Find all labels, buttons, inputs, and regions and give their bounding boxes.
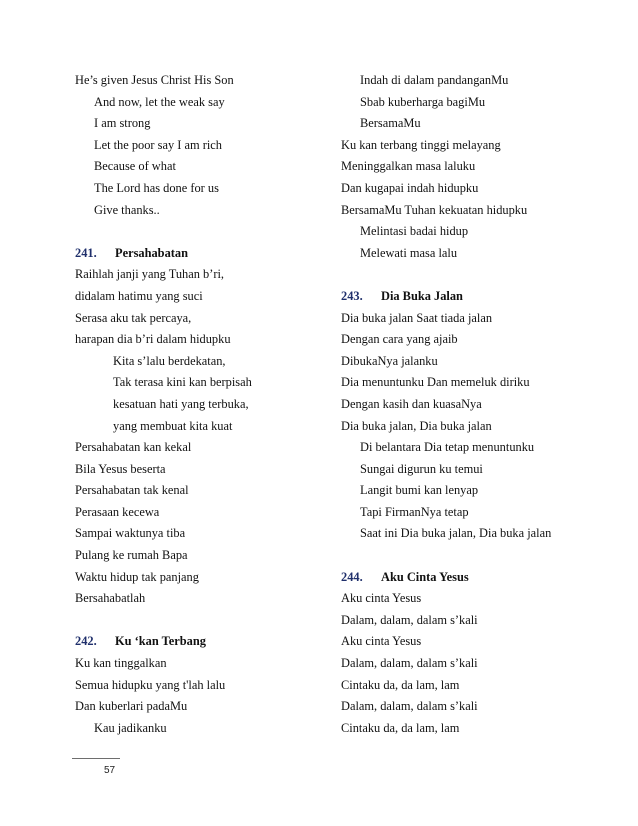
- lyric-line: Bersahabatlah: [75, 591, 146, 606]
- lyric-line: Aku cinta Yesus: [341, 634, 422, 649]
- lyric-line: Dan kuberlari padaMu: [75, 699, 188, 714]
- lyric-line: Meninggalkan masa laluku: [341, 159, 476, 174]
- intro-lyrics: [75, 70, 330, 221]
- song-lyrics-243: [341, 308, 621, 546]
- song-number: 241.: [75, 245, 97, 260]
- spacer: [75, 221, 330, 243]
- footer-divider: [72, 758, 120, 759]
- lyric-line: Perasaan kecewa: [75, 504, 160, 519]
- song-heading-242: [75, 631, 330, 653]
- song-lyrics-242: [75, 653, 330, 739]
- lyric-line: yang membuat kita kuat: [113, 418, 233, 433]
- lyric-line: Ku kan terbang tinggi melayang: [341, 137, 501, 152]
- lyric-line: Let the poor say I am rich: [94, 137, 222, 152]
- right-column: [341, 70, 621, 739]
- lyric-line: Cintaku da, da lam, lam: [341, 677, 460, 692]
- lyric-line: Di belantara Dia tetap menuntunku: [360, 440, 535, 455]
- lyric-line: Waktu hidup tak panjang: [75, 569, 199, 584]
- song-lyrics-241: [75, 264, 330, 610]
- song-number: 244.: [341, 569, 363, 584]
- song-title: Dia Buka Jalan: [381, 288, 463, 303]
- lyric-line: Pulang ke rumah Bapa: [75, 548, 188, 563]
- lyric-line: Serasa aku tak percaya,: [75, 310, 192, 325]
- lyric-line: kesatuan hati yang terbuka,: [113, 396, 249, 411]
- lyric-line: Persahabatan tak kenal: [75, 483, 189, 498]
- lyric-line: Aku cinta Yesus: [341, 591, 422, 606]
- lyric-line: I am strong: [94, 116, 151, 131]
- lyric-line: Ku kan tinggalkan: [75, 656, 167, 671]
- song-heading-241: [75, 243, 330, 265]
- lyric-line: Dengan cara yang ajaib: [341, 332, 458, 347]
- lyric-line: Dengan kasih dan kuasaNya: [341, 396, 482, 411]
- lyric-line: didalam hatimu yang suci: [75, 288, 203, 303]
- lyric-line: Semua hidupku yang t'lah lalu: [75, 677, 226, 692]
- lyric-line: Give thanks..: [94, 202, 160, 217]
- page-number: 57: [104, 765, 116, 776]
- lyric-line: And now, let the weak say: [94, 94, 225, 109]
- lyric-line: Dalam, dalam, dalam s’kali: [341, 612, 478, 627]
- song-number: 243.: [341, 288, 363, 303]
- lyric-line: Melintasi badai hidup: [360, 224, 469, 239]
- song-lyrics-244: [341, 588, 621, 739]
- spacer: [341, 545, 621, 567]
- song-title: Persahabatan: [115, 245, 188, 260]
- spacer: [341, 264, 621, 286]
- lyric-line: Kau jadikanku: [94, 720, 167, 735]
- lyric-line: Kita s’lalu berdekatan,: [113, 353, 226, 368]
- lyric-line: Cintaku da, da lam, lam: [341, 720, 460, 735]
- lyric-line: BersamaMu: [360, 116, 421, 131]
- lyric-line: Melewati masa lalu: [360, 245, 458, 260]
- lyric-line: Saat ini Dia buka jalan, Dia buka jalan: [360, 526, 552, 541]
- lyric-line: Indah di dalam pandanganMu: [360, 73, 509, 87]
- lyric-line: DibukaNya jalanku: [341, 353, 438, 368]
- song-heading-244: [341, 567, 621, 589]
- lyric-line: Tak terasa kini kan berpisah: [113, 375, 252, 390]
- lyric-line: Langit bumi kan lenyap: [360, 483, 479, 498]
- lyric-line: Dan kugapai indah hidupku: [341, 180, 479, 195]
- lyric-line: Bila Yesus beserta: [75, 461, 166, 476]
- lyric-line: Sbab kuberharga bagiMu: [360, 94, 486, 109]
- lyric-line: Dalam, dalam, dalam s’kali: [341, 699, 478, 714]
- lyric-line: Because of what: [94, 159, 176, 174]
- lyric-line: harapan dia b’ri dalam hidupku: [75, 332, 231, 347]
- lyric-line: Persahabatan kan kekal: [75, 440, 192, 455]
- lyric-line: He’s given Jesus Christ His Son: [75, 73, 234, 87]
- lyric-line: Tapi FirmanNya tetap: [360, 504, 469, 519]
- continuation-lyrics: [341, 70, 621, 264]
- lyric-line: Dalam, dalam, dalam s’kali: [341, 656, 478, 671]
- lyric-line: The Lord has done for us: [94, 180, 219, 195]
- lyric-line: Sampai waktunya tiba: [75, 526, 186, 541]
- song-title: Ku ‘kan Terbang: [115, 634, 206, 649]
- lyric-line: Dia buka jalan Saat tiada jalan: [341, 310, 493, 325]
- lyric-line: Dia menuntunku Dan memeluk diriku: [341, 375, 530, 390]
- lyric-line: BersamaMu Tuhan kekuatan hidupku: [341, 202, 528, 217]
- song-heading-243: [341, 286, 621, 308]
- left-column: [75, 70, 330, 739]
- song-title: Aku Cinta Yesus: [381, 569, 469, 584]
- song-number: 242.: [75, 634, 97, 649]
- lyric-line: Sungai digurun ku temui: [360, 461, 483, 476]
- spacer: [75, 610, 330, 632]
- lyric-line: Raihlah janji yang Tuhan b’ri,: [75, 267, 225, 282]
- lyric-line: Dia buka jalan, Dia buka jalan: [341, 418, 492, 433]
